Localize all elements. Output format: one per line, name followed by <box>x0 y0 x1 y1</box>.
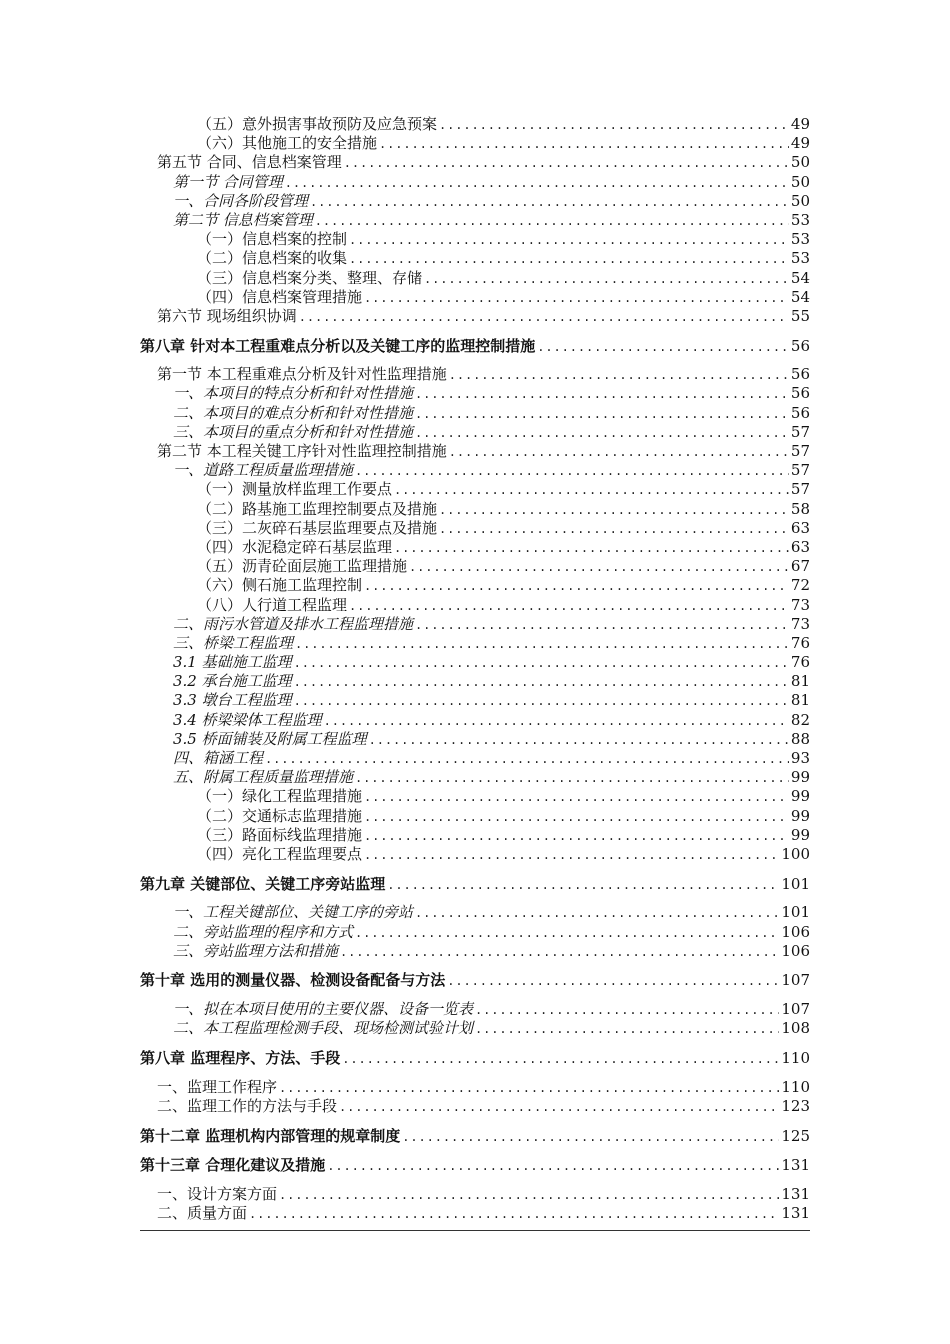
toc-entry-title: 第二节 信息档案管理 <box>173 210 313 229</box>
toc-entry[interactable] <box>140 826 810 845</box>
toc-entry[interactable] <box>140 749 810 768</box>
toc-entry[interactable] <box>140 307 810 326</box>
toc-page-number: 123 <box>781 1096 810 1115</box>
toc-page-number: 63 <box>790 518 810 537</box>
toc-entry-title: 第九章 关键部位、关键工序旁站监理 <box>140 874 386 893</box>
toc-page-number: 110 <box>781 1077 810 1096</box>
toc-entry[interactable] <box>140 442 810 461</box>
toc-entry-title: （八）人行道工程监理 <box>197 595 348 614</box>
toc-entry[interactable] <box>140 153 810 172</box>
toc-page-number: 82 <box>790 710 810 729</box>
toc-page-number: 125 <box>781 1126 810 1145</box>
toc-page-number: 88 <box>790 729 810 748</box>
toc-entry[interactable] <box>140 653 810 672</box>
toc-dot-leader <box>294 692 789 710</box>
toc-page-number: 67 <box>790 557 810 576</box>
toc-entry-title: 3.2 承台施工监理 <box>173 672 292 691</box>
toc-entry-title: （一）绿化工程监理措施 <box>197 787 363 806</box>
toc-page-number: 131 <box>781 1156 810 1175</box>
toc-dot-leader <box>409 558 789 576</box>
toc-entry-title: 五、附属工程质量监理措施 <box>173 768 354 787</box>
toc-page-number: 73 <box>790 614 810 633</box>
toc-dot-leader <box>415 904 779 922</box>
toc-dot-leader <box>387 875 779 894</box>
toc-dot-leader <box>449 443 789 461</box>
toc-dot-leader <box>415 424 789 442</box>
toc-entry-title: 第十二章 监理机构内部管理的规章制度 <box>140 1126 401 1145</box>
toc-entry[interactable] <box>140 461 810 480</box>
toc-page-number: 50 <box>790 172 810 191</box>
toc-entry-title: 3.3 墩台工程监理 <box>173 691 292 710</box>
toc-page-number: 53 <box>790 210 810 229</box>
toc-entry[interactable] <box>140 269 810 288</box>
table-of-contents <box>140 115 810 1223</box>
toc-page-number: 106 <box>781 922 810 941</box>
toc-page-number: 56 <box>790 403 810 422</box>
toc-entry-title: （五）意外损害事故预防及应急预案 <box>197 115 438 133</box>
toc-page-number: 100 <box>781 844 810 863</box>
toc-entry[interactable] <box>140 211 810 230</box>
toc-entry-title: 3.1 基础施工监理 <box>173 653 292 672</box>
toc-entry[interactable] <box>140 1185 810 1204</box>
toc-entry[interactable] <box>140 1097 810 1116</box>
toc-entry[interactable] <box>140 230 810 249</box>
toc-page-number: 131 <box>781 1184 810 1203</box>
toc-entry-title: （四）亮化工程监理要点 <box>197 844 363 863</box>
toc-dot-leader <box>265 750 789 768</box>
toc-entry-title: （三）路面标线监理措施 <box>197 825 363 844</box>
toc-page-number: 49 <box>790 115 810 133</box>
toc-page-number: 81 <box>790 672 810 691</box>
toc-entry[interactable] <box>140 634 810 653</box>
toc-page-number: 108 <box>781 1019 810 1038</box>
toc-chapter-entry[interactable] <box>140 336 810 356</box>
toc-page-number: 101 <box>781 903 810 922</box>
toc-dot-leader <box>364 827 789 845</box>
toc-page-number: 57 <box>790 442 810 460</box>
toc-page-number: 73 <box>790 595 810 614</box>
toc-dot-leader <box>295 635 789 653</box>
toc-entry-title: （六）侧石施工监理控制 <box>197 576 363 595</box>
toc-chapter-entry[interactable] <box>140 1048 810 1068</box>
footer-rule <box>140 1230 810 1231</box>
toc-entry-title: （二）路基施工监理控制要点及措施 <box>197 499 438 518</box>
toc-entry-title: 3.5 桥面铺装及附属工程监理 <box>173 729 367 748</box>
toc-entry-title: 第二节 本工程关键工序针对性监理控制措施 <box>157 442 447 460</box>
toc-entry[interactable] <box>140 384 810 403</box>
toc-entry[interactable] <box>140 942 810 961</box>
toc-page-number: 57 <box>790 422 810 441</box>
toc-entry[interactable] <box>140 288 810 307</box>
toc-entry-title: 第五节 合同、信息档案管理 <box>157 153 342 172</box>
toc-dot-leader <box>394 539 789 557</box>
toc-entry-title: （一）测量放样监理工作要点 <box>197 480 393 499</box>
toc-dot-leader <box>415 405 789 423</box>
toc-dot-leader <box>449 366 789 384</box>
toc-entry[interactable] <box>140 807 810 826</box>
toc-entry[interactable] <box>140 173 810 192</box>
toc-entry-title: 一、合同各阶段管理 <box>173 191 309 210</box>
toc-page-number: 99 <box>790 768 810 787</box>
toc-entry[interactable] <box>140 711 810 730</box>
toc-page-number: 76 <box>790 633 810 652</box>
toc-entry-title: （二）信息档案的收集 <box>197 249 348 268</box>
toc-entry-title: 一、监理工作程序 <box>157 1077 278 1096</box>
toc-page-number: 49 <box>790 134 810 153</box>
toc-page-number: 93 <box>790 749 810 767</box>
toc-entry-title: 第六节 现场组织协调 <box>157 306 297 325</box>
toc-entry-title: 一、道路工程质量监理措施 <box>173 461 354 480</box>
toc-entry-title: 四、箱涵工程 <box>173 749 264 767</box>
toc-entry-title: 二、旁站监理的程序和方式 <box>173 922 354 941</box>
toc-entry[interactable] <box>140 903 810 922</box>
toc-dot-leader <box>355 462 789 480</box>
toc-page-number: 63 <box>790 537 810 556</box>
toc-page-number: 107 <box>781 1000 810 1019</box>
toc-entry[interactable] <box>140 1000 810 1019</box>
toc-entry-title: 二、监理工作的方法与手段 <box>157 1096 338 1115</box>
toc-dot-leader <box>355 924 779 942</box>
toc-dot-leader <box>439 520 789 538</box>
toc-page-number: 56 <box>790 384 810 403</box>
toc-page-number: 53 <box>790 249 810 268</box>
toc-dot-leader <box>249 1205 779 1223</box>
toc-entry-title: 第十章 选用的测量仪器、检测设备配备与方法 <box>140 971 446 990</box>
toc-page-number: 50 <box>790 153 810 172</box>
toc-dot-leader <box>364 846 779 864</box>
toc-chapter-entry[interactable] <box>140 1126 810 1146</box>
toc-entry-title: 一、拟在本项目使用的主要仪器、设备一览表 <box>173 1000 474 1019</box>
toc-dot-leader <box>369 731 789 749</box>
toc-entry[interactable] <box>140 519 810 538</box>
toc-page-number: 57 <box>790 461 810 480</box>
toc-dot-leader <box>279 1186 779 1204</box>
toc-page-number: 55 <box>790 306 810 325</box>
toc-entry[interactable] <box>140 1204 810 1223</box>
toc-dot-leader <box>310 193 789 211</box>
toc-entry[interactable] <box>140 134 810 153</box>
toc-entry[interactable] <box>140 576 810 595</box>
toc-entry-title: 三、本项目的重点分析和针对性措施 <box>173 422 414 441</box>
toc-entry[interactable] <box>140 923 810 942</box>
toc-dot-leader <box>415 616 789 634</box>
toc-page-number: 56 <box>790 336 810 355</box>
toc-entry[interactable] <box>140 596 810 615</box>
toc-entry[interactable] <box>140 115 810 134</box>
toc-entry-title: 一、本项目的特点分析和针对性措施 <box>173 384 414 403</box>
toc-dot-leader <box>364 788 789 806</box>
toc-page-number: 50 <box>790 191 810 210</box>
toc-dot-leader <box>439 116 789 134</box>
toc-entry-title: 第十三章 合理化建议及措施 <box>140 1156 326 1175</box>
toc-entry[interactable] <box>140 615 810 634</box>
toc-entry[interactable] <box>140 787 810 806</box>
toc-dot-leader <box>364 289 789 307</box>
toc-entry-title: （四）信息档案管理措施 <box>197 287 363 306</box>
toc-dot-leader <box>364 808 789 826</box>
toc-dot-leader <box>324 712 789 730</box>
toc-entry-title: （三）二灰碎石基层监理要点及措施 <box>197 518 438 537</box>
toc-dot-leader <box>355 769 789 787</box>
toc-page-number: 99 <box>790 825 810 844</box>
toc-dot-leader <box>344 154 789 172</box>
toc-dot-leader <box>315 212 789 230</box>
toc-page-number: 110 <box>781 1049 810 1068</box>
toc-entry-title: 二、本项目的难点分析和针对性措施 <box>173 403 414 422</box>
toc-entry[interactable] <box>140 192 810 211</box>
toc-entry-title: 二、雨污水管道及排水工程监理措施 <box>173 614 414 633</box>
toc-entry-title: 二、本工程监理检测手段、现场检测试验计划 <box>173 1019 474 1038</box>
toc-entry-title: （六）其他施工的安全措施 <box>197 134 378 153</box>
toc-dot-leader <box>349 231 789 249</box>
toc-page-number: 56 <box>790 365 810 384</box>
toc-dot-leader <box>537 337 789 356</box>
toc-entry-title: 二、质量方面 <box>157 1203 248 1222</box>
toc-dot-leader <box>424 270 789 288</box>
toc-page-number: 131 <box>781 1203 810 1222</box>
toc-dot-leader <box>340 943 779 961</box>
toc-entry-title: 第八章 针对本工程重难点分析以及关键工序的监理控制措施 <box>140 336 536 355</box>
toc-dot-leader <box>415 385 789 403</box>
toc-page-number: 57 <box>790 480 810 499</box>
toc-chapter-entry[interactable] <box>140 874 810 894</box>
toc-dot-leader <box>402 1127 779 1146</box>
toc-entry[interactable] <box>140 730 810 749</box>
toc-page-number: 58 <box>790 499 810 518</box>
toc-entry[interactable] <box>140 845 810 864</box>
toc-entry-title: 一、设计方案方面 <box>157 1184 278 1203</box>
toc-page-number: 99 <box>790 787 810 806</box>
toc-entry-title: （一）信息档案的控制 <box>197 230 348 249</box>
toc-page-number: 54 <box>790 268 810 287</box>
toc-entry[interactable] <box>140 672 810 691</box>
toc-entry[interactable] <box>140 404 810 423</box>
toc-chapter-entry[interactable] <box>140 1155 810 1175</box>
toc-dot-leader <box>349 597 789 615</box>
toc-entry[interactable] <box>140 538 810 557</box>
toc-entry-title: 三、桥梁工程监理 <box>173 633 294 652</box>
toc-dot-leader <box>327 1156 779 1175</box>
toc-entry-title: 第一节 合同管理 <box>173 172 283 191</box>
toc-dot-leader <box>447 971 779 990</box>
toc-dot-leader <box>439 501 789 519</box>
toc-page-number: 72 <box>790 576 810 595</box>
toc-page-number: 81 <box>790 691 810 710</box>
toc-entry-title: 一、工程关键部位、关键工序的旁站 <box>173 903 414 922</box>
toc-dot-leader <box>279 1079 779 1097</box>
toc-dot-leader <box>339 1098 779 1116</box>
toc-dot-leader <box>299 308 789 326</box>
toc-page-number: 76 <box>790 653 810 672</box>
toc-entry-title: 3.4 桥梁梁体工程监理 <box>173 710 322 729</box>
toc-entry-title: （三）信息档案分类、整理、存储 <box>197 268 423 287</box>
toc-dot-leader <box>349 250 789 268</box>
toc-page-number: 54 <box>790 287 810 306</box>
toc-entry-title: （二）交通标志监理措施 <box>197 806 363 825</box>
toc-entry[interactable] <box>140 249 810 268</box>
toc-entry-title: （四）水泥稳定碎石基层监理 <box>197 537 393 556</box>
toc-dot-leader <box>379 135 789 153</box>
toc-entry-title: （五）沥青砼面层施工监理措施 <box>197 557 408 576</box>
toc-entry[interactable] <box>140 365 810 384</box>
toc-entry[interactable] <box>140 480 810 499</box>
toc-dot-leader <box>475 1001 779 1019</box>
toc-page-number: 99 <box>790 806 810 825</box>
toc-entry[interactable] <box>140 768 810 787</box>
toc-dot-leader <box>294 654 789 672</box>
toc-page-number: 101 <box>781 874 810 893</box>
toc-entry[interactable] <box>140 557 810 576</box>
toc-entry[interactable] <box>140 500 810 519</box>
toc-page-number: 107 <box>781 971 810 990</box>
toc-entry-title: 三、旁站监理方法和措施 <box>173 941 339 960</box>
toc-entry-title: 第一节 本工程重难点分析及针对性监理措施 <box>157 365 447 384</box>
toc-entry[interactable] <box>140 691 810 710</box>
toc-dot-leader <box>285 174 789 192</box>
toc-entry-title: 第八章 监理程序、方法、手段 <box>140 1049 341 1068</box>
toc-dot-leader <box>475 1020 779 1038</box>
toc-dot-leader <box>394 481 789 499</box>
toc-entry[interactable] <box>140 1019 810 1038</box>
toc-chapter-entry[interactable] <box>140 970 810 990</box>
toc-dot-leader <box>364 577 789 595</box>
toc-page-number: 53 <box>790 230 810 249</box>
toc-dot-leader <box>294 673 789 691</box>
toc-entry[interactable] <box>140 1078 810 1097</box>
toc-entry[interactable] <box>140 423 810 442</box>
toc-page-number: 106 <box>781 941 810 960</box>
toc-dot-leader <box>342 1049 779 1068</box>
